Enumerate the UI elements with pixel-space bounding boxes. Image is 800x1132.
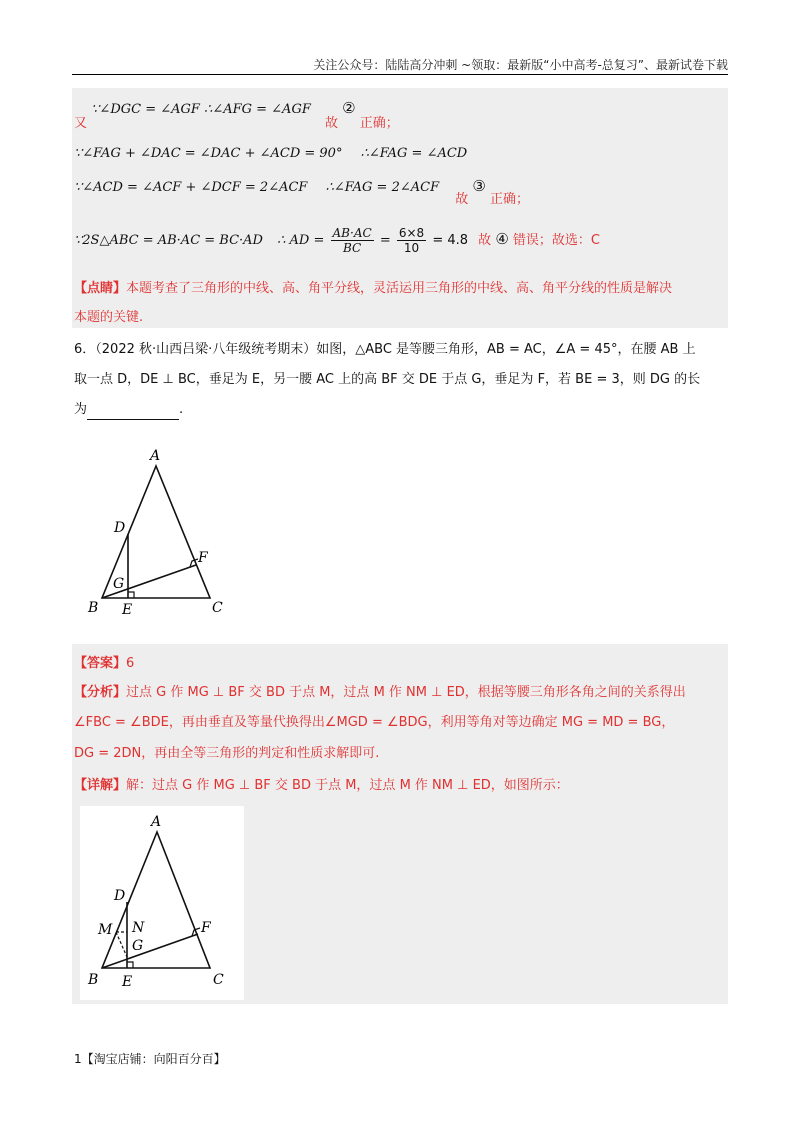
math-expr: ∵∠DGC = ∠AGF ∴∠AFG = ∠AGF (91, 102, 311, 117)
answer-tag: 【答案】 (74, 656, 127, 671)
status-text: 正确； (490, 192, 530, 207)
label-n: N (132, 920, 145, 936)
math-expr: ∵∠FAG + ∠DAC = ∠DAC + ∠ACD = 90° (74, 146, 343, 161)
math-expr: ∵∠ACD = ∠ACF + ∠DCF = 2∠ACF (74, 180, 308, 195)
analysis-line-3: DG = 2DN，再由全等三角形的判定和性质求解即可. (74, 746, 380, 761)
label-c: C (212, 600, 223, 616)
solution-line-2 (74, 146, 467, 161)
gu-word: 故 (478, 233, 492, 248)
solution-line-4 (74, 226, 600, 255)
label-f: F (201, 920, 211, 936)
label-f: F (198, 550, 208, 566)
fraction-numerator: 6×8 (398, 226, 425, 240)
you-prefix: 又 (74, 116, 88, 131)
period: . (179, 402, 184, 417)
question-line-1: 6．（2022 秋·山西吕梁·八年级统考期末）如图，△ABC 是等腰三角形，AB = AC，∠A = 45°，在腰 AB 上 (74, 342, 696, 357)
segment-bf (102, 934, 198, 968)
question-line-2: 取一点 D，DE ⊥ BC，垂足为 E，另一腰 AC 上的高 BF 交 DE 于点 G，垂足为 F，若 BE = 3，则 DG 的长 (74, 372, 701, 387)
point-text: 本题的关键. (74, 310, 144, 325)
gu-word: 故 (455, 192, 469, 207)
fraction (397, 226, 426, 255)
label-d: D (114, 520, 126, 536)
label-a: A (150, 448, 161, 464)
label-b: B (88, 600, 99, 616)
detail-line-1 (74, 774, 569, 793)
circle-number: ④ (495, 230, 509, 248)
triangle-figure-1 (80, 444, 250, 624)
equals: = (379, 233, 391, 248)
gu-word: 故 (325, 116, 339, 131)
circle-number: ③ (472, 177, 486, 195)
fraction-denominator: 10 (403, 241, 420, 255)
analysis-text: 过点 G 作 MG ⊥ BF 交 BD 于点 M，过点 M 作 NM ⊥ ED，根据等腰三角形各角之间的关系得出 (126, 685, 686, 700)
status-text: 正确； (359, 116, 399, 131)
label-a: A (151, 814, 162, 830)
question-text: 为 (74, 402, 88, 417)
solution-line-1 (74, 98, 399, 131)
label-e: E (122, 602, 133, 618)
right-angle-e (128, 592, 134, 598)
detail-text: 解：过点 G 作 MG ⊥ BF 交 BD 于点 M，过点 M 作 NM ⊥ ED，如图所示： (126, 778, 569, 793)
circle-number: ② (342, 99, 356, 117)
detail-tag: 【详解】 (74, 778, 127, 793)
fraction (331, 226, 374, 255)
label-b: B (88, 972, 99, 988)
analysis-line-2: ∠FBC = ∠BDE，再由垂直及等量代换得出∠MGD = ∠BDG，利用等角对等边确定 MG = MD = BG， (74, 715, 675, 730)
point-tag: 【点睛】 (74, 281, 127, 296)
math-expr: ∴ AD = (277, 233, 325, 248)
point-text: 本题考查了三角形的中线、高、角平分线，灵活运用三角形的中线、高、角平分线的性质是解决 (126, 281, 673, 296)
answer-value: 6 (126, 656, 135, 671)
label-g: G (113, 576, 125, 592)
point-line-1 (74, 277, 672, 296)
math-expr: ∵2S△ABC = AB·AC = BC·AD (74, 233, 263, 248)
fraction-denominator: BC (342, 241, 362, 255)
label-g: G (132, 938, 144, 954)
math-expr: ∴∠FAG = 2∠ACF (325, 180, 440, 195)
answer-line (74, 652, 134, 671)
question-line-3 (74, 400, 183, 420)
label-d: D (114, 888, 126, 904)
right-angle-e (127, 962, 133, 968)
triangle-figure-2 (80, 806, 244, 1000)
result-value: = 4.8 (432, 233, 469, 248)
solution-line-3 (74, 176, 530, 207)
answer-blank (87, 406, 179, 420)
label-e: E (122, 974, 133, 990)
segment-mg (116, 932, 127, 957)
page-header: 关注公众号：陆陆高分冲刺 ~领取：最新版“小中高考-总复习”、最新试卷下载 (313, 58, 728, 72)
analysis-tag: 【分析】 (74, 685, 127, 700)
label-m: M (98, 922, 113, 938)
point-line-2 (74, 306, 143, 325)
status-text: 错误；故选：C (512, 233, 600, 248)
analysis-line-1 (74, 681, 686, 700)
math-expr: ∴∠FAG = ∠ACD (360, 146, 468, 161)
page-footer: 1【淘宝店铺：向阳百分百】 (74, 1052, 226, 1066)
label-c: C (213, 972, 224, 988)
header-rule (72, 74, 728, 75)
fraction-numerator: AB·AC (332, 226, 372, 240)
